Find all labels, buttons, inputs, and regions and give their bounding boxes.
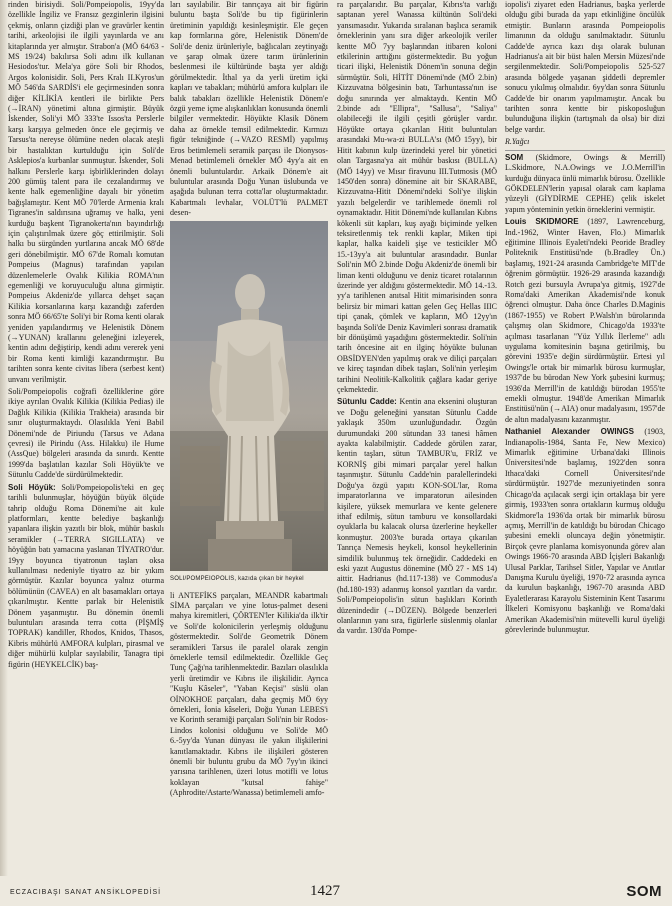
section-text: Kentin ana eksenini oluşturan ve Doğu geleneğini yansıtan Sütunlu Cadde yaklaşık 350m uzunluğundadır. Özgün durumundaki 200 sütundan 33 tanesi hâmen ayakta kalabilmiştir. Caddede görülen zarar, kentin taşları, sütun TAMBUR'u, FRİZ ve KORNİŞ gibi mimari parçalar yerel halkın taşınmıştır. Sütunlu Cadde'nin paralellerindeki Doğu'ya özgü yapıtı KON-SOL'lar, Roma imparatorlarına ve imparatorun ailesinden kişilere, yüksek memurlara ve kente gelenere ithaf edilmiş, sütun tamburu ve konsollardaki oyuklarla bu kalacak olursa üzerlerine heykeller konmuştur. 2003'te burada ortaya çıkarılan Tanrıça Nemesis heykeli, konsol heykellerinin simdilik bulunmuş tek örneğidir. Caddedeki en eski yazıt Augustus dönemine (MÖ 27 - MS 14) aittir. Hadrianus (hd.117-138) ve Commodus'a (hd.180-193) adanmış konsol yazıtları da vardır. Soli/Pompeiopolis'in sütun başlıkları Korinth düzenindedir (→DÜZEN). Bölgede benzerleri olanlarının yanı sıra, figürlerle süslenmiş olanlar da vardır. 130'da Pompe-: [337, 397, 497, 636]
statue-photo: [170, 221, 328, 571]
author-signature: R.Yağcı: [505, 137, 665, 150]
entry-text: (Skidmore, Owings & Merrill) L.Skidmore, N.A.Owings ve J.O.Merrill'in kurduğu dünyaca ünlü mimarlık bürosu. Özellikle GÖKDELEN'lerin yapısal olarak cam kaplama yüzeyli (GİYDİRME CEPHE) çelik iskelet yapım yönteminin yetkin örneklerini vermiştir.: [505, 152, 665, 214]
entry-skidmore: [505, 217, 665, 425]
entry-heading: Louis SKIDMORE: [505, 217, 579, 227]
entry-heading: SOM: [505, 152, 524, 162]
column-2: [170, 0, 328, 874]
column-3: [337, 0, 497, 874]
entry-text: (1903, Indianapolis-1984, Santa Fe, New Mexico) Mimarlık eğitimine Urbana'daki Illinois Üniversitesi'nde başlamış, 1922'den sonra Ithaca'daki Cornell Üniversitesi'nde sürdürmüştür. 1927'de mezuniyetinden sonra Chicago'da açılacak sergi için ortaklaşa bir yere girmiş, 1933'ten sonra ortakların kurmuş olduğu Skidmore'la 1936'da ortak bir mimarlık bürosu açmış, Merrill'in de katıldığı bu bürodan Chicago şubesini emekli oluncaya değin yönetmiştir. Birçok çevre planlama komisyonunda görev alan Owings 1966-70 arasında ABD İçişleri Bakanlığı Ulusal Parklar, Tarihsel Sitler, Yapılar ve Anıtlar Danışma Kurulu üyeliği, 1970-72 arasında ayrıca da kurulun başkanlığı, 1967-70 arasında ABD Eyaletlerarası Karayolu Sisteminin Kent Tasarımı İlkeleri Komisyonu başkanlığı ve Roma'daki Amerikan Akademisi'nin mütevelli kurul üyeliği görevlerinde bulunmuştur.: [505, 427, 665, 634]
section-heading: Sütunlu Cadde:: [337, 397, 397, 407]
column-4: [505, 0, 665, 874]
entry-som: [505, 153, 665, 215]
paragraph: Soli/Pompeiopolis coğrafi özelliklerine göre ikiye ayrılan Ovalık Kilikia (Kilikia Pedias) ile Dağlık Kilikia (Kilikia Trakheia) arasında bir sınır oluşturmaktaydı. Olasılıkla Yeni Babil Dönemi'nde de Piriundu (Tarsus ve Adana çevresi) ile Pirindu (Ass. Hilakku) ile Hume (AssQue) bölgeleri arasında da sınırdı. Kentte 1999'da başlatılan kazılar Soli Höyük'te ve Sütunlu Cadde'de sürdürülmektedir.: [8, 387, 164, 480]
entry-text: (1897, Lawrenceburg, Ind.-1962, Winter Haven, Flo.) Mimarlık eğitimine Illinois Eyaleti'ndeki Peoride Bradley Politeknik Enstitüsü'nde (b.Bradley Ün.) başlamış, 1921-24 arasında Cambridge'te MIT'de öğrenim görmüştür. 1926-29 arasında kazandığı Rotch gezi bursuyla Avrupa'ya gitmiş, 1927'de Roma'daki Amerikan Akademisi'nde konuk öğrenci olmuştur. Daha önce Charles D.Maginis (1867-1955) ve Robert P.Walsh'ın bürolarında çalışmış olan Skidmore, Chicago'da 1933'te açılması tasarlanan "Yüz Yıllık İlerleme" adlı uygulama komitesinin başına getirilmiş, bu görevini 1935'e değin sürdürmüştür. Ertesi yıl Owings'le ortak bir mimarlık bürosu kurmuşlar, 1937'de bu bürodan New York şubesini kurmuş; 1936'da Merrill'in de katıldığı bürodan 1955'te emekli olmuştur. 1948'de Amerikan Mimarlık Enstitüsü'nün (→AIA) onur madalyasını, 1957'de de altın madalyasını kazanmıştır.: [505, 217, 665, 424]
encyclopedia-title: ECZACIBAŞI SANAT ANSİKLOPEDİSİ: [10, 889, 162, 896]
entry-owings: [505, 427, 665, 635]
paragraph: li ANTEFİKS parçaları, MEANDR kabartmalı SİMA parçaları ve yine lotus-palmet deseni mahya kiremitleri, ÇÖRTEN'ler Kilikia'da ilk'tir ve Soli'de kolonicilerin yerleşmiş olduğunu göstermektedir. Soli'de Geometrik Dönem seramikleri Tarsus ile paralel olarak zengin örneklerle temsil edilmektedir. Özellikle Geç Tunç Çağı'na tarihlenmektedir. Bazıları olasılıkla yerli üretimdir ve Kıbrıs ile ilişkilidir. Ayrıca "Kuşlu Kâseler", "Yaban Keçisi" süslü olan OİNOKHOE parçaları, daha geçmiş MÖ 6yy örnekleri, İonia kâseleri, Doğu Yunan LEBES'i ve Korinth seramiği parçaları Soli'nin bir Rodos-Lindos kolonisi olduğunu ve Soli'de MÖ 6.-5yy'da Yunan dünyası ile yakın ilişkilerini kanıtlamaktadır. Kıbrıs ile ilişkileri gösteren önemli bir buluntu grubu da MÖ 7yy'ın ikinci yarısına tarihlenen, üzeri lotus motifli ve lotus koklayan "kutsal fahişe" (Aphrodite/Astarte/Wanassa) betimlemeli amfo-: [170, 590, 328, 798]
paragraph: ra parçalarıdır. Bu parçalar, Kıbrıs'ta varlığı saptanan yerel Wanassa kültünün Soli'deki yansımasıdır. Yukarıda sıralanan başlıca seramik örneklerinin yanı sıra diğer arkeolojik veriler kentte MÖ 7yy başlarından itibaren koloni etkilerinin arttığını göstermektedir. Bu yoğun ticari ilişki, Helenistik Dönem'in sonuna değin sürmüştür. Soli, HİTİT Dönemi'nde (MÖ 2.bin) Kizzuvatna bölgesinin batı, Tarhuntassa'nın ise doğu sınırında yer almaktaydı. Kentin MÖ 2.binde adı "Ellipra", "Sallusa", "Saliya" olabileceği ile ilgili çeşitli görüşler vardır. Höyükte ortaya çıkarılan Hitit buluntuları arasındaki Mu-wa-zi BULLA'sı (MÖ 15yy), bir Hitit kabının kulp üzerindeki yerel bir yönetici olan Targasna'ya ait mühür baskısı (BULLA) (MÖ 14yy) ve Mısır firavunu III.Tutmosis (MÖ 1450'den sonra) dönemine ait bir SKARABE, Kizzuvatna-Hitit Dönemi'ndeki Soli'ye ilişkin yazılı belgelerdir ve tarihlemede önemli rol oynamaktadır. Hitit Dönemi'nde kullanılan Kıbrıs kökenli süt kapları, kuş ayağı biçiminde yelken teksiretlenmiş tek renkli kaplar, Miken tipi kaplar, halka kaideli şişe ve testicikler MÖ 15.-13yy'a ait buluntular arasındadır. Bunlar Soli'nin MÖ 2.binde Doğu Akdeniz'de önemli bir liman kenti olduğunu ve deniz ticaret rotalarının üzerinde yer aldığını göstermektedir. MÖ 14.-13. yy'a tarihlenen anıtsal Hitit mimarisinden sonra belirsiz bir mimari kattan gelen Geç Hellas IIIC tipi çanak, çömlek ve kapların, MÖ 12yy'ın başında Soli'de Deniz Kavimleri sonrası dramatik bir dönüşümü yaşadığını göstermektedir. Soli'nin tarih öncesine ait en ilginç höyükte bulunan OBSİDYEN'den yapılmış orak ve diliçi parçaları ve kireç taşından dibek taşları, Soli'nin yerleşim tarihini Neolitik-Kalkolitik çağlara kadar geriye çekmektedir.: [337, 0, 497, 395]
column-1: [0, 0, 164, 874]
page-footer: [0, 876, 672, 906]
paragraph: iopolis'i ziyaret eden Hadrianus, başka yerlerde olduğu gibi burada da yapı etkinliğine öncülük etmiştir. Bunların arasında Pompeiopolis limanının da olduğu sanılmaktadır. Sütunlu Cadde'de ayrıca kazı dışı olarak bulunan Hadrianus'a ait bir büst halen Mersin Müzesi'nde sergilenmektedir. Soli/Pompeiopolis 525-527 arasında bölgede yaşanan şiddetli depremler sonucu yıkılmış olmalıdır. 6yy'dan sonra Sütunlu Cadde'de bir onarım yapılmamıştır. Ancak bu tarihten sonra kentte bir piskoposluğun bulunduğuna ilişkin (tartışmalı da olsa) bir dizi belge vardır.: [505, 0, 665, 134]
paragraph: [337, 397, 497, 636]
page-number: 1427: [310, 883, 340, 899]
statue-figure: [170, 221, 328, 587]
running-head: SOM: [626, 883, 662, 900]
section-text: Soli/Pompeiopolis'teki en geç tarihli bulunmuşlar, höyüğün büyük ölçüde tahrip olduğu Roma Dönemi'ne ait kule platformları, kentte belediye başkanlığı yapanlara ilişkin yazıtlı bir blok, mühür baskılı seramikler (→TERRA SIGILLATA) ve höyüğün batı yamacına yaslanan TİYATRO'dur. 19yy boyunca tiyatronun taşları oksa kullanılması nedeniyle tiyatro az bir yıkım görmüştür. Kazılar boyunca yalnız oturma bölümünün (CAVEA) en alt basamakları ortaya çıkarılmıştır. Kentte parlak bir Helenistik Dönem yaşanmıştır. Bu dönemin önemli buluntuları arasında terra cotta (PİŞMİŞ TOPRAK) kandiller, Rhodos, Knidos, Thasos, Kibris mühürlü AMFORA kulpları, pirasmal ve diğer mühürlü kulplar sayılabilir, Tanagra tipi figürin (HEYKELCİK) baş-: [8, 482, 164, 669]
statue-illustration: [170, 221, 328, 571]
section-heading: Soli Höyük:: [8, 482, 56, 492]
entry-heading: Nathaniel Alexander OWINGS: [505, 427, 634, 437]
paragraph: [8, 483, 164, 670]
paragraph: rinden birisiydi. Soli/Pompeiopolis, 19yy'da özellikle İngiliz ve Fransız gezginlerin ilgisini çekmiş, onların çizdiği plan ve gravürler kentin tarihi, arkeolojisi ile ilgili yayınlarda ve anı kitaplarında yer almıştır. Strabon'a (MÖ 64/63 - MS 19/24) bakılırsa Soli adını ilk kullanan Hesiodos'tur. Mela'ya göre Soli bir Rhodos, Argos kolonisidir. Soli, Pers Kralı II.Kyros'un MÖ 546'da SARDİS'i ele geçirmesinden sonra diğer KİLİKİA kentleri ile birlikte Pers (→İRAN) yönetimi altına girmiştir. Büyük İskender, Soli'yi MÖ 333'te Issos'ta Perslerle karşı karşıya gelmeden önce ele geçirmiş ve Tarsus'ta nereyse ölümüne neden olacak ateşli bir hastalıktan kurtulduğu için Soli'de Asklepios'a kurbanlar sunmuştur. İskender, Soli halkını Perslerle karşı işbirliklerinden dolayı 200 gümüş talent para ile cezalandırmış ve kente halk egemenliğine dayalı bir yönetim bağışlamıştır. Kent MÖ 70'lerde Armenia kralı Tigranes'in saldırısına uğramış ve halkı, yeni kurduğu başkent Tigranokerta'nın bayındırlığı için çalıştırılmak üzere göç ettirilmiştir. Soli halkı bu sürgünden yurtlarına ancak MÖ 68'de geri dönebilmiştir. MÖ 67'de Romalı komutan Pompeius (Magnus) tarafından yapılan düzenlemelerle Ovalık Kilikia ROMA'nın egemenliği ve koruyuculuğu altına girmiştir. Pompeius Akdeniz'de yıllarca dehşet saçan Kilikia korsanlarına karşı kazandığı zaferden sonra MÖ 66/65'te Soli'yi bir Roma kenti olarak yeniden yapılandırmış ve Helenistik Dönem (→YUNAN) krallarını geleneğini izleyerek, kentin adını değiştirip, kendi adını vererek yeni bir Roma kenti kimliği kazandırmıştır. Bu tarihten sonra kente civitas libera (serbest kent) unvanı verilmiştir.: [8, 0, 164, 384]
photo-caption: SOLI/POMPEIOPOLIS, kazıda çıkan bir heykel: [170, 575, 304, 582]
paragraph: ları sayılabilir. Bir tanrıçaya ait bir figürin buluntu başta Soli'de bu tip figürinlerin üretiminin yapıldığı kesinleşmiştir. Ele geçen kap formlarına göre, Helenistik Dönem'de Soli'de deniz ürünleriyle, bağlıcaları zeytinyağı ve şarap olmak üzere tarım ürünlerinin beslenmesi ile kültüründe başta yer aldığı görülmektedir. İthal ya da yerli üretim içki kapları ve tabakları; mühürlü amfora kulpları ile balık tabakları özellikle Helenistik Dönem'e özgü yeme içme alışkanlıkları konusunda önemli bilgiler vermektedir. Höyükte Klasik Dönem daha az örnekle temsil edilmektedir. Kırmızı figür tekniğinde (→VAZO RESMİ) yapılmış Eros betimlemeli seramik parçası ile Dionysos-Menad betimlemeli örnekler MÖ 4yy'a ait en önemli buluntulardır. Arkaik Dönem'e ait buluntular arasında Doğu Yunan üslubunda ve aşağıda bulunan terra cotta'lar oluşturmaktadır. Kabartmalı levhalar, VOLÜT'lü PALMET desen-: [170, 0, 328, 218]
